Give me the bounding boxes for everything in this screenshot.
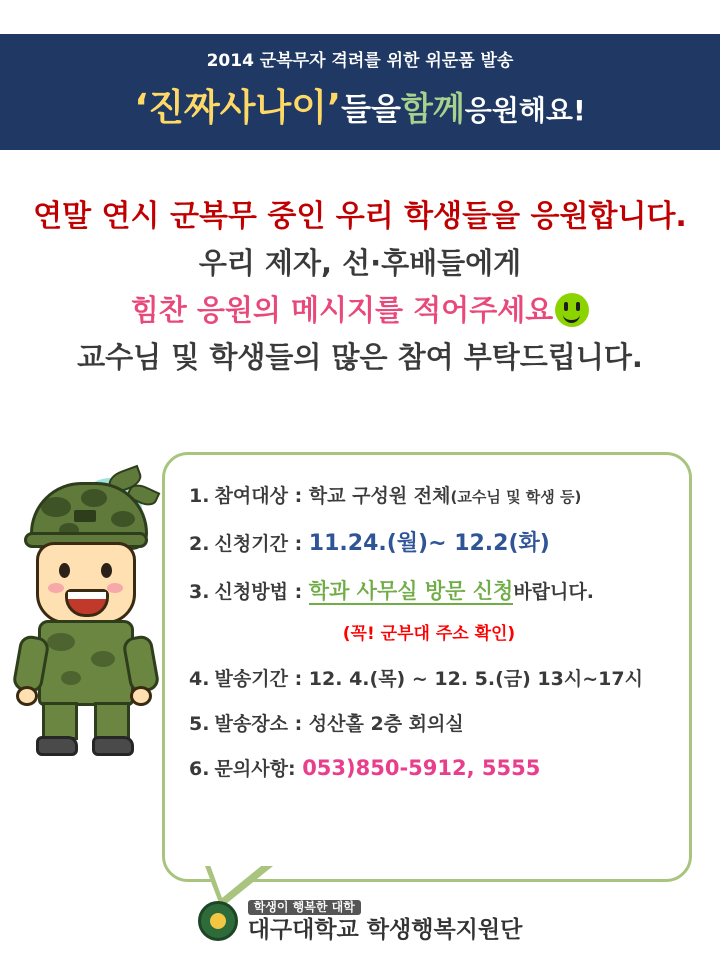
daegu-university-logo-icon xyxy=(198,901,238,941)
notice-item-4-number: 4. xyxy=(189,668,210,690)
header-title-part-green: 함께 xyxy=(401,89,465,128)
footer-organization: 대구대학교 학생행복지원단 xyxy=(247,916,523,943)
intro-line-3 xyxy=(0,289,720,336)
notice-item-1-number: 1. xyxy=(189,485,210,507)
notice-item-3-number: 3. xyxy=(189,581,210,603)
header-title-highlight: 진짜사나이 xyxy=(148,86,328,129)
intro-line-2-text: 우리 제자, 선·후배들에게 xyxy=(198,246,522,280)
header-title-quote-open: ‘ xyxy=(134,86,149,129)
smiley-face-icon xyxy=(555,293,589,327)
bubble-tail-inner xyxy=(209,862,266,898)
character-boot-right xyxy=(92,736,134,756)
notice-item-5-label: 발송장소 : xyxy=(214,713,309,735)
notice-item-1 xyxy=(189,481,669,508)
cheek-left xyxy=(48,583,64,593)
intro-paragraph xyxy=(0,196,720,383)
intro-line-1 xyxy=(0,196,720,242)
header-title-part3: 해요! xyxy=(518,94,586,127)
notice-item-6-value: 053)850-5912, 5555 xyxy=(302,756,541,780)
eye-right-icon xyxy=(101,563,112,578)
footer-tagline: 학생이 행복한 대학 xyxy=(248,900,361,915)
notice-item-4-value: 12. 4.(목) ~ 12. 5.(금) 13시~17시 xyxy=(308,668,643,690)
notice-item-1-label: 참여대상 : xyxy=(214,485,309,507)
notice-item-3-label: 신청방법 : xyxy=(214,581,309,603)
notice-item-6-number: 6. xyxy=(189,758,210,780)
notice-item-2-value: 11.24.(월)~ 12.2(화) xyxy=(308,531,550,556)
notice-bubble xyxy=(162,452,692,882)
notice-item-1-value: 학교 구성원 전체 xyxy=(308,485,451,507)
helmet-badge-icon xyxy=(74,510,96,522)
notice-warning xyxy=(189,619,669,644)
notice-item-4 xyxy=(189,664,669,691)
intro-line-1-text: 연말 연시 군복무 중인 우리 학생들을 응원합니다. xyxy=(33,199,687,234)
intro-line-4-text: 교수님 및 학생들의 많은 참여 부탁드립니다. xyxy=(77,340,643,374)
character-leg-right xyxy=(94,702,130,740)
notice-item-6-label: 문의사항: xyxy=(214,758,303,780)
intro-line-4 xyxy=(0,336,720,383)
header-title-part2: 응원 xyxy=(464,94,519,127)
footer-logo xyxy=(0,900,720,942)
notice-item-3 xyxy=(189,575,669,605)
notice-warning-text: (꼭! 군부대 주소 확인) xyxy=(342,624,516,644)
notice-item-2-number: 2. xyxy=(189,533,210,555)
character-leg-left xyxy=(42,702,78,740)
intro-line-3-text: 힘찬 응원의 메시지를 적어주세요 xyxy=(130,293,554,327)
character-hand-right xyxy=(130,686,152,706)
notice-item-2 xyxy=(189,526,669,557)
eye-left-icon xyxy=(59,563,70,578)
header-title-part1: 들을 xyxy=(341,92,401,128)
notice-item-5-number: 5. xyxy=(189,713,210,735)
intro-line-2 xyxy=(0,242,720,289)
notice-item-3-value: 학과 사무실 방문 신청 xyxy=(308,579,514,603)
character-hand-left xyxy=(16,686,38,706)
character-uniform xyxy=(38,620,134,706)
character-face xyxy=(36,542,136,624)
character-boot-left xyxy=(36,736,78,756)
header-banner xyxy=(0,34,720,150)
notice-item-5-value: 성산홀 2층 회의실 xyxy=(308,713,464,735)
header-title-quote-close: ’ xyxy=(327,86,342,129)
header-title xyxy=(134,77,586,131)
soldier-character xyxy=(12,468,172,768)
header-subtitle: 2014 군복무자 격려를 위한 위문품 발송 xyxy=(206,51,514,71)
mouth-icon xyxy=(65,589,109,617)
footer-logo-text xyxy=(248,900,523,942)
notice-item-3-tail: 바랍니다. xyxy=(513,581,594,603)
notice-item-5 xyxy=(189,709,669,736)
notice-item-4-label: 발송기간 : xyxy=(214,668,309,690)
notice-item-6 xyxy=(189,754,669,781)
notice-item-2-label: 신청기간 : xyxy=(214,533,309,555)
cheek-right xyxy=(107,583,123,593)
notice-item-1-note: (교수님 및 학생 등) xyxy=(450,488,582,506)
